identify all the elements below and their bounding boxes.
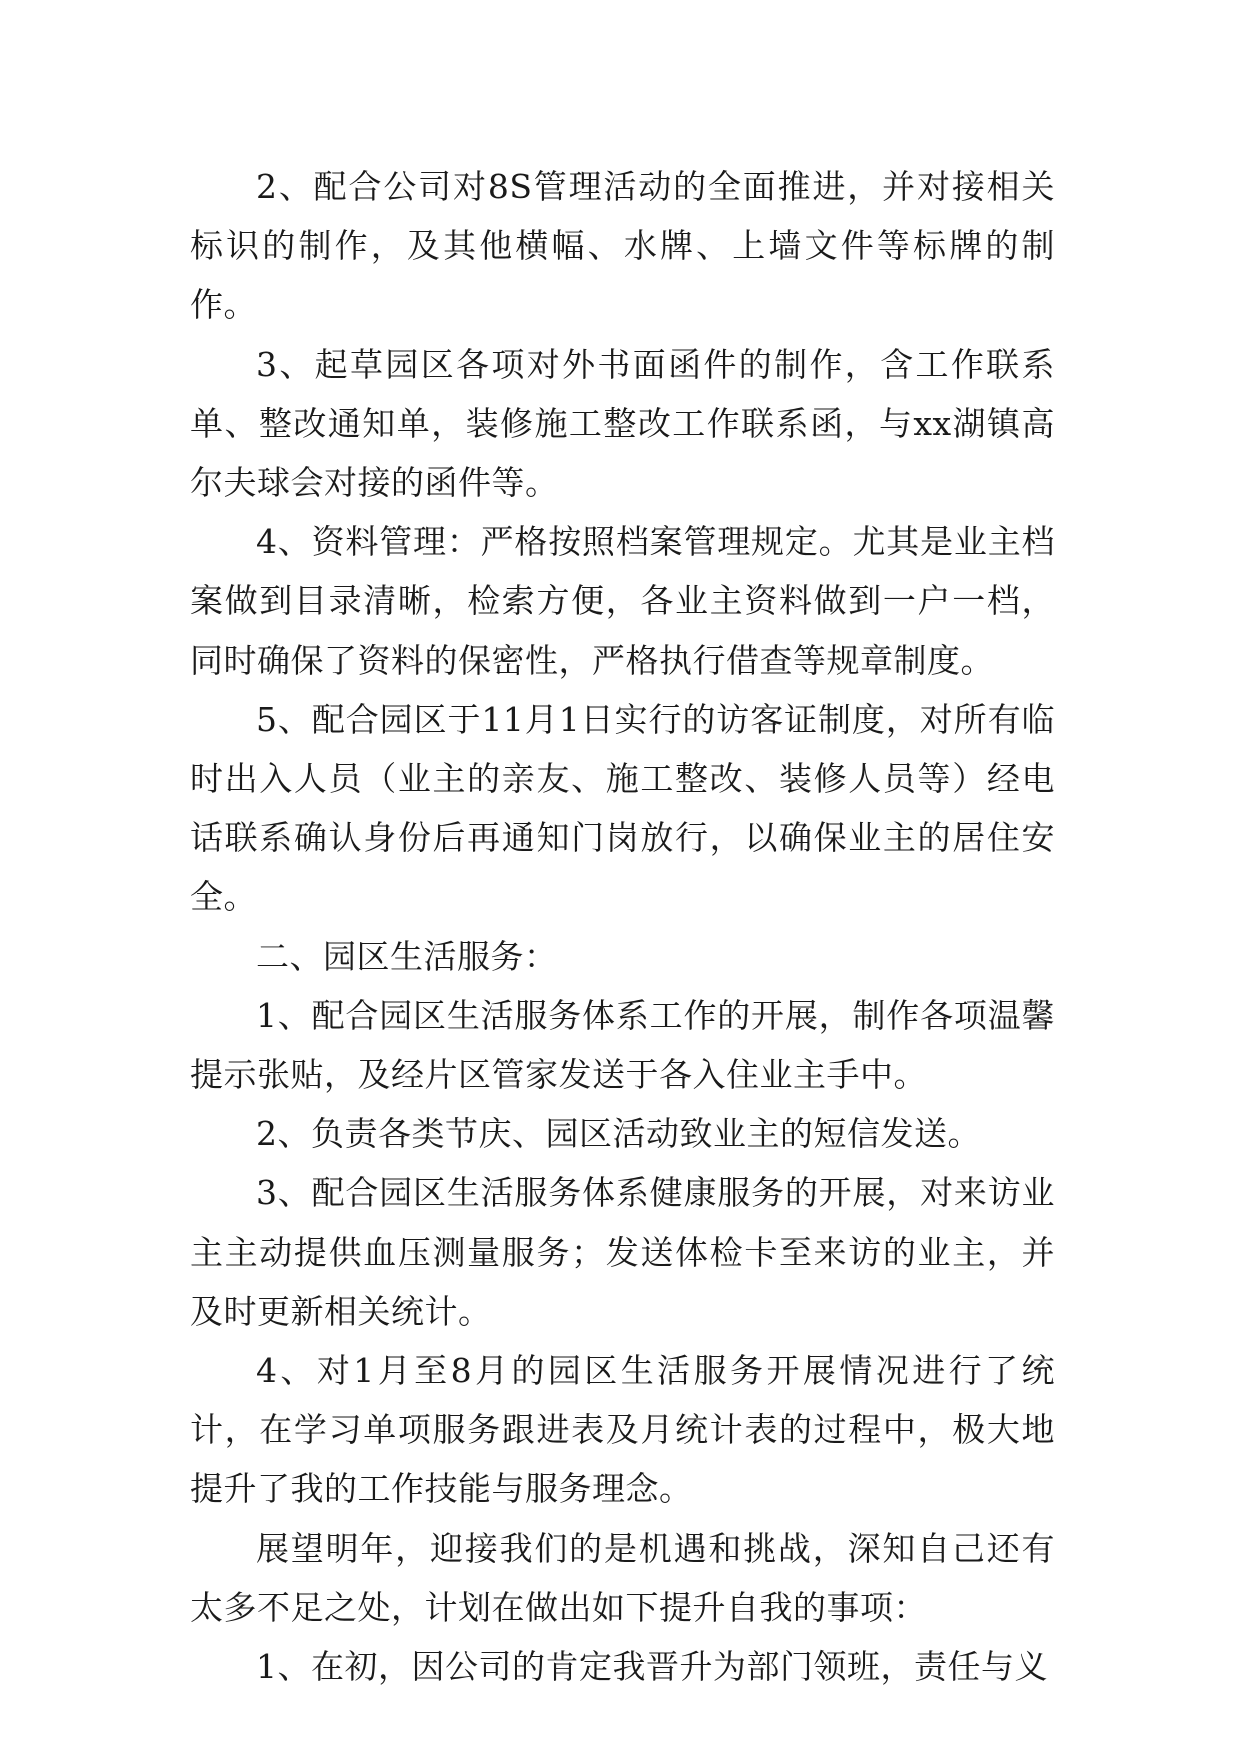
paragraph-outlook: 展望明年，迎接我们的是机遇和挑战，深知自己还有太多不足之处，计划在做出如下提升自我的事项：: [190, 1528, 1055, 1627]
paragraph-promotion: 1、在初，因公司的肯定我晋升为部门领班，责任与义: [256, 1647, 1048, 1687]
paragraph-records-management: 4、资料管理：严格按照档案管理规定。尤其是业主档案做到目录清晰，检索方便，各业主资料做到一户一档，同时确保了资料的保密性，严格执行借查等规章制度。: [190, 522, 1055, 680]
paragraph-service-notices: 1、配合园区生活服务体系工作的开展，制作各项温馨提示张贴，及经片区管家发送于各入住业主手中。: [190, 995, 1055, 1095]
paragraph-health-service: 3、配合园区生活服务体系健康服务的开展，对来访业主主动提供血压测量服务；发送体检卡至来访的业主，并及时更新相关统计。: [190, 1173, 1055, 1331]
paragraph-statistics: 4、对1月至8月的园区生活服务开展情况进行了统计，在学习单项服务跟进表及月统计表的过程中，极大地提升了我的工作技能与服务理念。: [190, 1351, 1055, 1509]
paragraph-visitor-pass: 5、配合园区于11月1日实行的访客证制度，对所有临时出入人员（业主的亲友、施工整改、装修人员等）经电话联系确认身份后再通知门岗放行，以确保业主的居住安全。: [190, 699, 1055, 917]
document-body: [190, 157, 1055, 1696]
paragraph-8s-management: 2、配合公司对8S管理活动的全面推进，并对接相关标识的制作，及其他横幅、水牌、上墙文件等标牌的制作。: [190, 167, 1055, 325]
paragraph-sms-greetings: 2、负责各类节庆、园区活动致业主的短信发送。: [256, 1114, 981, 1154]
section-heading-life-services: 二、园区生活服务：: [256, 936, 558, 976]
paragraph-external-letters: 3、起草园区各项对外书面函件的制作，含工作联系单、整改通知单，装修施工整改工作联系函，与xx湖镇高尔夫球会对接的函件等。: [190, 344, 1055, 503]
